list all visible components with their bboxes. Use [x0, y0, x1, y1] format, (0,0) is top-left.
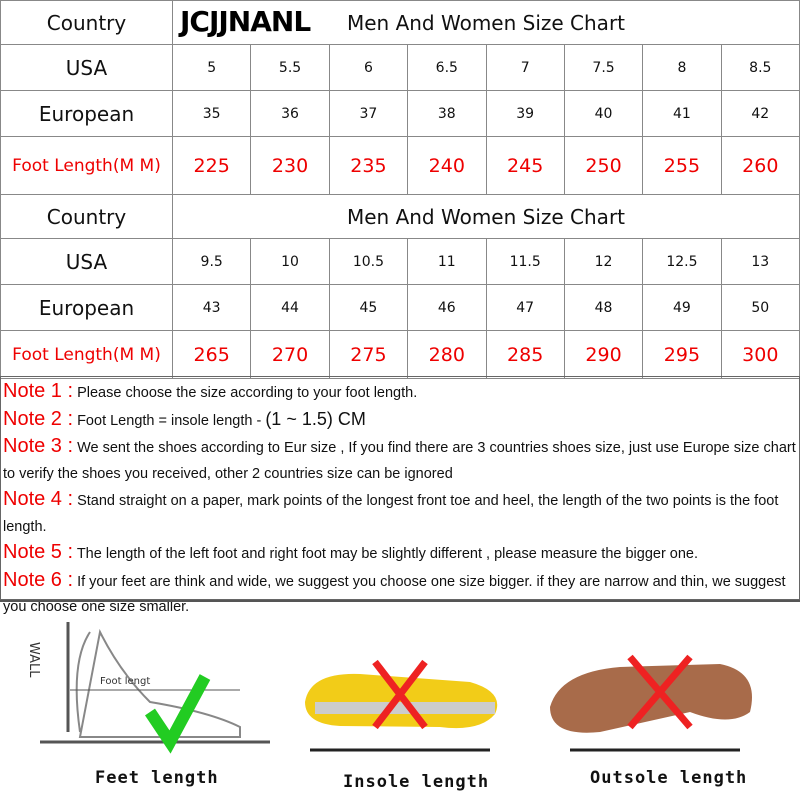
- foot-length-row: [1, 331, 800, 379]
- size-cell: 235: [329, 137, 407, 195]
- note-text: We sent the shoes according to Eur size , If you find there are 3 countries shoes size, just use Europe size chart to verify the shoes you received, other 2 countries size can be ignored: [3, 440, 796, 482]
- row-label: USA: [1, 239, 173, 285]
- size-cell: 49: [643, 285, 721, 331]
- size-cell: 12: [564, 239, 642, 285]
- row-label: European: [1, 91, 173, 137]
- size-cell: 6: [329, 45, 407, 91]
- note-1: [3, 379, 797, 407]
- chart-title: Men And Women Size Chart: [173, 195, 800, 239]
- size-cell: 12.5: [643, 239, 721, 285]
- wall-label: WALL: [26, 642, 41, 678]
- note-label: Note 4 :: [3, 488, 74, 510]
- size-cell: 260: [721, 137, 799, 195]
- foot-length-tag: Foot lengt: [100, 676, 151, 687]
- size-cell: 48: [564, 285, 642, 331]
- size-cell: 40: [564, 91, 642, 137]
- row-label: Foot Length(M M): [1, 331, 173, 379]
- usa-row: [1, 239, 800, 285]
- size-cell: 5: [173, 45, 251, 91]
- row-label: Foot Length(M M): [1, 137, 173, 195]
- size-cell: 43: [173, 285, 251, 331]
- size-cell: 5.5: [251, 45, 329, 91]
- note-text: Foot Length = insole length -: [77, 412, 266, 429]
- size-cell: 285: [486, 331, 564, 379]
- feet-length-illustration: [26, 622, 270, 742]
- size-cell: 10: [251, 239, 329, 285]
- size-cell: 44: [251, 285, 329, 331]
- size-cell: 8: [643, 45, 721, 91]
- note-extra: (1 ~ 1.5) CM: [265, 408, 366, 429]
- size-cell: 255: [643, 137, 721, 195]
- size-cell: 10.5: [329, 239, 407, 285]
- notes-section: [0, 376, 800, 615]
- note-text: Please choose the size according to your foot length.: [77, 385, 418, 401]
- size-cell: 270: [251, 331, 329, 379]
- size-cell: 6.5: [408, 45, 486, 91]
- size-cell: 275: [329, 331, 407, 379]
- note-text: If your feet are think and wide, we suggest you choose one size bigger. if they are narrow and thin, we suggest you choose one size smaller.: [3, 573, 786, 615]
- check-icon: [150, 677, 205, 742]
- note-label: Note 2 :: [3, 407, 74, 430]
- size-cell: 225: [173, 137, 251, 195]
- note-label: Note 5 :: [3, 541, 74, 563]
- size-cell: 41: [643, 91, 721, 137]
- size-cell: 230: [251, 137, 329, 195]
- country-header: Country: [1, 1, 173, 45]
- chart-title: Men And Women Size Chart: [173, 1, 800, 45]
- size-cell: 42: [721, 91, 799, 137]
- row-label: European: [1, 285, 173, 331]
- note-text: Stand straight on a paper, mark points of the longest front toe and heel, the length of the two points is the foot length.: [3, 493, 779, 535]
- outsole-illustration: [550, 657, 752, 750]
- size-cell: 37: [329, 91, 407, 137]
- size-cell: 9.5: [173, 239, 251, 285]
- row-label: USA: [1, 45, 173, 91]
- european-row: [1, 91, 800, 137]
- country-header: Country: [1, 195, 173, 239]
- size-cell: 300: [721, 331, 799, 379]
- note-2: [3, 407, 797, 435]
- european-row: [1, 285, 800, 331]
- size-cell: 39: [486, 91, 564, 137]
- note-label: Note 6 :: [3, 568, 74, 591]
- size-cell: 11.5: [486, 239, 564, 285]
- insole-illustration: [305, 662, 497, 750]
- note-text: The length of the left foot and right foot may be slightly different , please measure the bigger one.: [76, 546, 699, 562]
- size-cell: 46: [408, 285, 486, 331]
- note-3: [3, 434, 797, 487]
- size-cell: 38: [408, 91, 486, 137]
- measurement-illustrations: [0, 600, 800, 800]
- foot-length-row: [1, 137, 800, 195]
- size-cell: 290: [564, 331, 642, 379]
- size-cell: 8.5: [721, 45, 799, 91]
- usa-row: [1, 45, 800, 91]
- feet-length-caption: Feet length: [95, 768, 219, 788]
- size-cell: 265: [173, 331, 251, 379]
- size-cell: 240: [408, 137, 486, 195]
- note-label: Note 1 :: [3, 380, 74, 402]
- size-cell: 7.5: [564, 45, 642, 91]
- size-cell: 250: [564, 137, 642, 195]
- size-chart-table: [0, 0, 800, 379]
- note-4: [3, 487, 797, 540]
- size-cell: 35: [173, 91, 251, 137]
- note-5: [3, 540, 797, 568]
- brand-logo: JCJJNANL: [180, 5, 311, 38]
- size-cell: 45: [329, 285, 407, 331]
- size-cell: 280: [408, 331, 486, 379]
- insole-length-caption: Insole length: [343, 772, 490, 792]
- outsole-length-caption: Outsole length: [590, 768, 748, 788]
- size-cell: 295: [643, 331, 721, 379]
- size-cell: 36: [251, 91, 329, 137]
- size-cell: 7: [486, 45, 564, 91]
- note-label: Note 3 :: [3, 435, 74, 457]
- size-cell: 13: [721, 239, 799, 285]
- size-cell: 50: [721, 285, 799, 331]
- size-cell: 11: [408, 239, 486, 285]
- size-cell: 245: [486, 137, 564, 195]
- size-cell: 47: [486, 285, 564, 331]
